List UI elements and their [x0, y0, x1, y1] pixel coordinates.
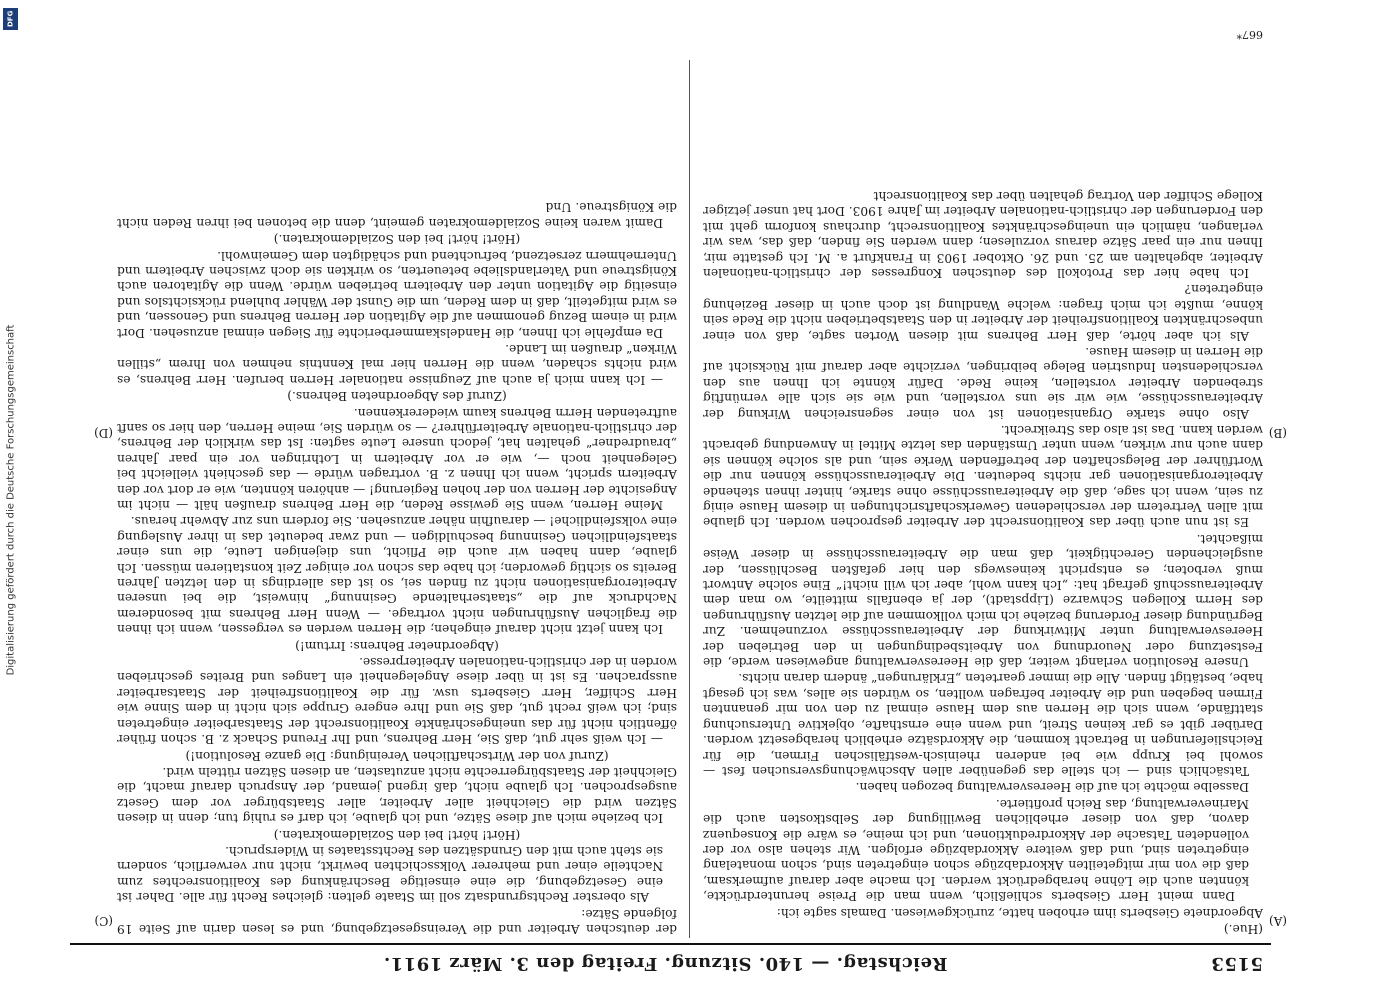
interjection: (Hört! hört! bei den Sozialdemokraten.) [273, 827, 521, 842]
paragraph: Es ist nun auch über das Koalitionsrecht der Arbeiter gesprochen worden. Ich glaube mit allen Vertretern der verschiedenen Gewerkschaftsrichtungen in diesem Hause einig zu sein, wenn ich sage, daß die Arbeiterausschüsse ohne starke, hinter ihnen stehende Arbeiterorganisationen gar nichts bedeuten. Die Arbeiterausschüsse können nur die Wortführer der Belegschaften der betreffenden Werke sein, und als solche können sie dann auch nur wirken, wenn unter Umständen das letzte Mittel in Anwendung gebracht werden kann. Das ist also das Streikrecht. [703, 423, 1263, 530]
paragraph: Ich beziehe mich auf diese Sätze, und ich glaube, ich darf es ruhig tun; denn in diesen Sätzen wird die Gleichheit aller Arbeiter, aller Staatsbürger vor dem Gesetz ausgesprochen. Ich glaube nicht, daß irgend jemand, der Anspruch darauf macht, die Gleichheit der Staatsbürgerrechte nicht anzutasten, an diesen Sätzen rütteln wird. [117, 764, 677, 826]
margin-mark-b: (B) [1268, 426, 1287, 440]
paragraph: Abgeordnete Giesberts ihm erhoben hatte, zurückgewiesen. Damals sagte ich: [776, 905, 1263, 920]
speaker-tag: (Hue.) [1223, 922, 1263, 936]
paragraph: Tatsächlich sind — ich stelle das gegenüber allen Abschwächungsversuchen fest — sowohl bei Krupp wie bei anderen rheinisch-westfälischen Firmen, die für Reichslieferungen in Betracht kommen, die Akkordsätze erheblich herabgesetzt worden. Darüber gibt es gar keinen Streit, und wenn eine ernsthafte, objektive Untersuchung stattfände, wenn sich die Herren aus dem Hause einmal zu den von mir genannten Firmen begeben und die Arbeiter befragen wollten, so würden sie alles, was ich gesagt habe, bestätigt finden. Alle die immer gearteten „Erklärungen“ ändern daran nichts. [703, 671, 1263, 778]
right-column [117, 60, 677, 936]
quote-paragraph: Dann meint Herr Giesberts schließlich, wenn man die Preise herunterdrückte, könnten auch die Löhne herabgedrückt werden. Ich mache aber darauf aufmerksam, daß die von mir mitgeteilten Akkordabzüge schon eingetreten sind, schon monatelang eingetreten sind, und daß weitere Akkordabzüge erfolgen. Wir stehen also vor der vollendeten Tatsache der Akkordreduktionen, und ich meine, es wäre die Konsequenz davon, daß von dieser erheblichen Bewilligung der Selbstkosten auch die Marineverwaltung, das Reich profitierte. [703, 796, 1249, 904]
paragraph: — Ich weiß sehr gut, daß Sie, Herr Behrens, und Ihr Freund Schack z. B. schon früher öffentlich nicht für das uneingeschränkte Koalitionsrecht der Staatsarbeiter eingetreten sind; ich weiß recht gut, daß Sie und Ihre engere Gruppe sich nicht in dem Sinne wie Herr Schiffer, Herr Giesberts usw. für die Koalitionsfreiheit der Staatsarbeiter aussprachen. Es ist in über diese Angelegenheit ein Langes und Breites geschrieben worden in der christlich-nationalen Arbeiterpresse. [117, 655, 677, 747]
interjection: (Zuruf von der Wirtschaftlichen Vereinigung: Die ganze Resolution!) [185, 748, 609, 763]
paragraph: Als ich aber hörte, daß Herr Behrens mit diesen Worten sagte, daß von einer unbeschränkten Koalitionsfreiheit der Arbeiter in den Staatsbetrieben nicht die Rede sein könne, mußte ich mich fragen: welche Wandlung ist doch auch in dieser Beziehung eingetreten? [703, 282, 1263, 343]
interjection: (Zuruf des Abgeordneten Behrens.) [287, 389, 507, 404]
left-column [703, 60, 1263, 936]
dfg-logo-text: DFG [6, 10, 15, 28]
interjection: (Hört! hört! bei den Sozialdemokraten.) [273, 232, 521, 247]
header-rule [70, 943, 1271, 945]
margin-mark-a: (A) [1268, 914, 1287, 928]
running-title: Reichstag. — 140. Sitzung. Freitag den 3. März 1911. [383, 953, 948, 975]
page-header [80, 948, 1263, 980]
paragraph: Damit waren keine Sozialdemokraten gemeint, denn die betonen bei ihren Reden nicht die Königstreue. Und [117, 200, 677, 230]
dfg-logo [3, 8, 18, 30]
digitization-note [0, 0, 22, 1000]
paragraph: Ich habe hier das Protokoll des deutschen Kongresses der christlich-nationalen Arbeiter, abgehalten am 25. und 26. Oktober 1903 in Frankfurt a. M. Ich gestatte mir, Ihnen nur ein paar Sätze daraus vorzulesen; dann werden Sie finden, daß das, was wir verlangen, nämlich ein uneingeschränktes Koalitionsrecht, durchaus konform geht mit den Forderungen der christlich-nationalen Arbeiter im Jahre 1903. Dort hat unser jetziger Kollege Schiffer den Vortrag gehalten über das Koalitionsrecht [703, 188, 1263, 280]
digitization-note-text: Digitalisierung gefördert durch die Deutsche Forschungsgemeinschaft [5, 324, 17, 676]
paragraph: der deutschen Arbeiter und die Vereinsgesetzgebung, und es lesen darin auf Seite 19 folgende Sätze: [117, 906, 677, 936]
interjection: (Abgeordneter Behrens: Irrtum!) [295, 638, 499, 653]
paragraph: Meine Herren, wenn Sie gewisse Reden, die Herr Behrens draußen hält — nicht im Angesichte der Herren von der hohen Regierung! — anhören könnten, wie er dort vor den Arbeitern spricht, wenn ich Ihnen z. B. vortragen würde — das geschieht vielleicht bei Gelegenheit noch —, wie er vor Arbeitern in Lothringen vor ein paar Jahren „braudredner“ gehalten hat, jedoch unsere Leute sagten: Ist das wirklich der Behrens, der christlich-nationale Arbeiterführer? — so würden Sie, meine Herren, den hier so sanft auftretenden Herrn Behrens kaum wiedererkennen. [117, 405, 677, 513]
paragraph: Dasselbe möchte ich auf die Heeresverwaltung bezogen haben. [855, 780, 1249, 795]
quote-paragraph: Als oberster Rechtsgrundsatz soll im Staate gelten: gleiches Recht für alle. Daher ist eine Gesetzgebung, die eine einseitige Beschränkung des Koalitionsrechtes zum Nachteile einer und mehrerer Volksschichten bewirkt, nicht nur verwerflich, sondern sie steht auch mit den Grundsätzen des Rechtsstaates in Widerspruch. [117, 843, 663, 905]
page-number: 5153 [1210, 953, 1263, 975]
paragraph: — Ich kann mich ja auch auf Zeugnisse nationaler Herren berufen. Herr Behrens, es wird nichts schaden, wenn die Herren hier mal Kenntnis nehmen von Ihrem „stillen Wirken“ draußen im Lande. [117, 341, 677, 387]
paragraph: Da empfehle ich Ihnen, die Handelskammerberichte für Siegen einmal anzusehen. Dort wird in einem Bezug genommen auf die Agitation der Herren Behrens und Genossen, und es wird mitgeteilt, daß in dem Reden, um die Gunst der Wähler buhlend rücksichtslos und einseitig die Agitation unter den Arbeitern betrieben würde. Wenn die Agitatoren auch Königstreue und Vaterlandsliebe beteuerten, so wirkten sie doch zwischen Arbeitern und Unternehmern zersetzend, befruchtend und schädigten dem Gemeinwohl. [117, 248, 677, 340]
paragraph: Ich kann jetzt nicht darauf eingehen; die Herren werden es vergessen, wenn ich ihnen die fraglichen Ausführungen nicht vortrage. — Wenn Herr Behrens mit besonderem Nachdruck auf die „staatserhaltende Gesinnung“ hinweist, die bei unseren Arbeiterorganisationen nicht zu finden sei, so ist das allerdings in den letzten Jahren Bereits so sichtig geworden; ich habe das schon vor einiger Zeit konstatieren müssen. Ich glaube, dann haben wir auch die Pflicht, uns diejenigen Leute, die uns einer staatsfeindlichen Gesinnung beschuldigen — und zwar bedeutet das in ihrer Auslegung eine volksfeindliche! — daraufhin näher anzusehen. Sie fordern uns zur Abwehr heraus. [117, 514, 677, 637]
paragraph: Unsere Resolution verlangt weiter, daß die Heeresverwaltung angewiesen werde, die Festsetzung oder Neuordnung von Arbeitsbedingungen in den Betrieben der Heeresverwaltung unter Mitwirkung der Arbeiterausschüsse vorzunehmen. Zur Begründung dieser Forderung beziehe ich mich vollkommen auf die letzten Ausführungen des Herrn Kollegen Schwarze (Lippstadt), der ja ebenfalls mitteilte, wo man dem Arbeiterausschuß gefragt hat: „Ich kann wohl, aber ich will nicht!“ Eine solche Antwort muß verboten; es entspricht keineswegs den hier gefaßten Beschlüssen, der ausgleichenden Gerechtigkeit, daß man die Arbeiterausschüsse in dieser Weise mißachtet. [703, 531, 1263, 670]
margin-mark-c: (C) [94, 914, 113, 928]
sheet-code: 667* [1236, 28, 1263, 41]
paragraph: Also ohne starke Organisationen ist von einer segensreichen Wirkung der Arbeiterausschüsse, wie wir sie uns vorstellen, und wie sie sich alle vernünftig strebenden Arbeiter vorstellen, keine Rede. Dafür könnte ich Ihnen aus den verschiedensten Industrien Belege beibringen, verzichte aber darauf mit Rücksicht auf die Herren in diesem Hause. [703, 344, 1263, 421]
column-divider [689, 60, 690, 938]
margin-mark-d: (D) [94, 426, 113, 440]
